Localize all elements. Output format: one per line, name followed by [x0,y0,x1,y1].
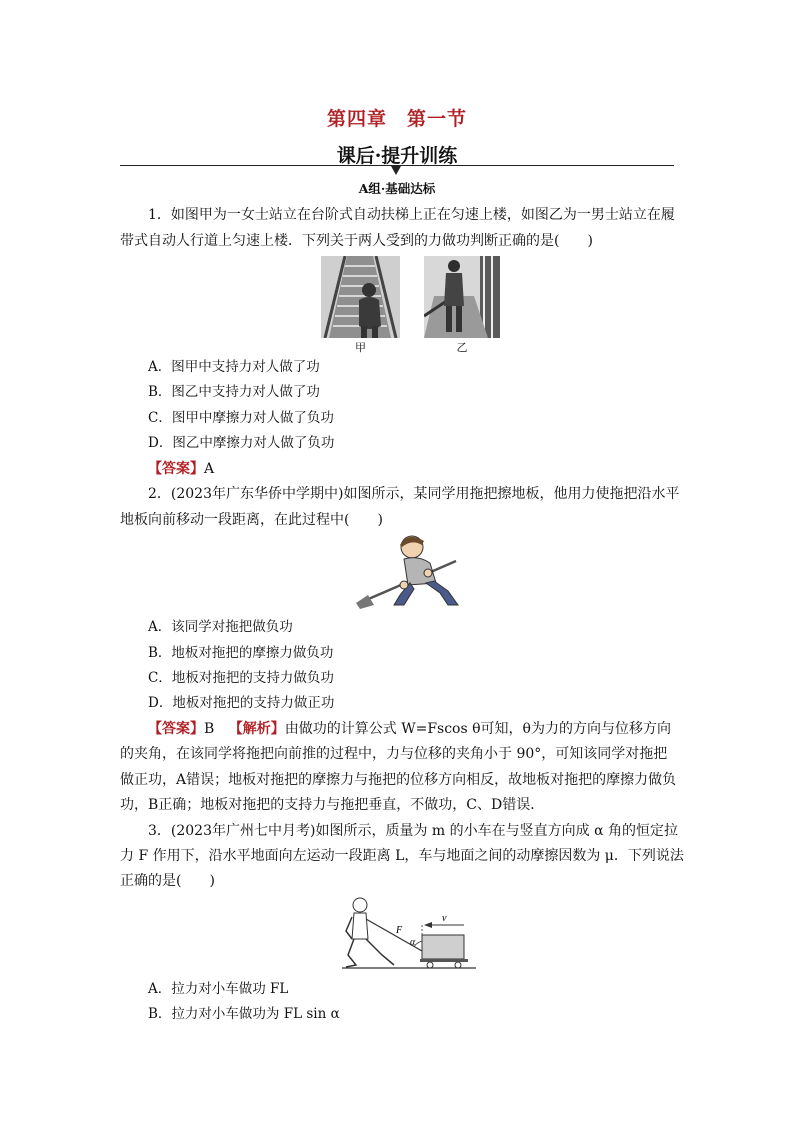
escalator-photo-woman [321,256,400,338]
answer-value: B [204,721,215,737]
q1-option-c: C．图甲中摩擦力对人做了负功 [148,410,334,426]
header-triangle-icon [391,166,401,175]
force-label: F [396,925,403,936]
answer-label: 【答案】 [148,461,204,477]
q1-option-d: D．图乙中摩擦力对人做了负功 [148,435,335,451]
analysis-text-1: 由做功的计算公式 W=Fscos θ可知，θ为力的方向与位移方向 [284,721,671,737]
q2-analysis-line3: 做正功，A错误；地板对拖把的摩擦力与拖把的位移方向相反，故地板对拖把的摩擦力做负 [120,772,677,788]
q2-option-c: C．地板对拖把的支持力做负功 [148,670,334,686]
q1-stem-line2: 带式自动人行道上匀速上楼．下列关于两人受到的力做功判断正确的是( ) [120,233,593,249]
q2-option-a: A．该同学对拖把做负功 [148,619,293,635]
mopping-boy-figure [356,533,462,609]
q2-stem-line2: 地板向前移动一段距离，在此过程中( ) [120,512,383,528]
figure-caption-jia: 甲 [355,341,366,354]
q3-option-a: A．拉力对小车做功 FL [148,981,289,997]
section-subtitle: 课后·提升训练 [336,145,458,167]
q1-stem-line1: 1．如图甲为一女士站立在台阶式自动扶梯上正在匀速上楼，如图乙为一男士站立在履 [148,207,675,223]
q3-stem-line2: 力 F 作用下，沿水平地面向左运动一段距离 L，车与地面之间的动摩擦因数为 μ．下列说法 [120,848,684,864]
q2-option-b: B．地板对拖把的摩擦力做负功 [148,645,334,661]
figure-caption-yi: 乙 [456,341,468,354]
q3-stem-line3: 正确的是( ) [120,873,215,889]
chapter-title: 第四章 第一节 [326,108,467,130]
q1-option-b: B．图乙中支持力对人做了功 [148,384,320,400]
q2-option-d: D．地板对拖把的支持力做正功 [148,695,335,711]
velocity-label: v [442,913,447,924]
cart-pull-figure [342,895,476,971]
analysis-label: 【解析】 [228,721,285,737]
group-heading: A组·基础达标 [358,181,436,196]
q3-stem-line1: 3．(2023年广州七中月考)如图所示，质量为 m 的小车在与竖直方向成 α 角的恒定拉 [148,823,678,839]
q2-analysis-line4: 功，B正确；地板对拖把的支持力与拖把垂直，不做功，C、D错误． [120,797,545,813]
answer-label: 【答案】 [148,721,204,737]
answer-value: A [204,461,215,477]
q2-analysis-line2: 的夹角，在该同学将拖把向前推的过程中，力与位移的夹角小于 90°，可知该同学对拖把 [120,746,668,762]
q2-answer-line [148,717,708,742]
q2-stem-line1: 2．(2023年广东华侨中学期中)如图所示，某同学用拖把擦地板，他用力使拖把沿水平 [148,486,680,502]
q3-option-b: B．拉力对小车做功为 FL sin α [148,1006,340,1022]
q1-option-a: A．图甲中支持力对人做了功 [148,359,320,375]
angle-label: α [410,937,416,948]
walkway-photo-man [424,256,500,338]
q1-answer [148,457,708,482]
